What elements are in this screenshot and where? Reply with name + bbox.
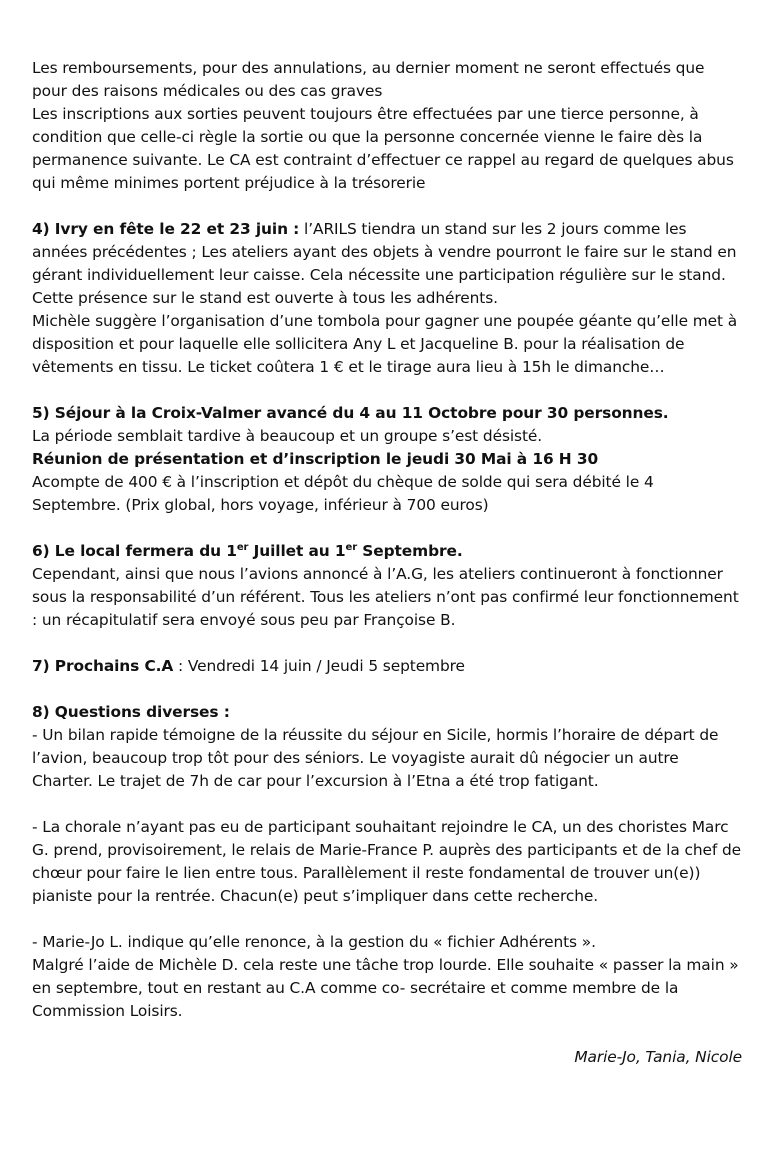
section-4	[32, 218, 744, 287]
section-5-heading	[32, 402, 744, 425]
section-7-heading: 7) Prochains C.A	[32, 657, 174, 675]
section-7-text: : Vendredi 14 juin / Jeudi 5 septembre	[173, 657, 465, 675]
intro-paragraph-registrations: Les inscriptions aux sorties peuvent toujours être effectuées par une tierce personne, à condition que celle-ci règle la sortie ou que la personne concernée vienne le faire dès la permanence suivante. Le CA est contraint d’effectuer ce rappel au regard de quelques abus qui même minimes portent préjudice à la trésorerie	[32, 105, 734, 192]
spacer	[32, 793, 744, 816]
section-8-item-choir: - La chorale n’ayant pas eu de participant souhaitant rejoindre le CA, un des choristes Marc G. prend, provisoirement, le relais de Marie-France P. auprès des participants et de la chef de chœur pour faire le lien entre tous. Parallèlement il reste fondamental de trouver un(e)) pianiste pour la rentrée. Chacun(e) peut s’impliquer dans cette recherche.	[32, 818, 742, 905]
section-5-heading-text: 5) Séjour à la Croix-Valmer avancé du 4 au 11 Octobre pour 30 personnes.	[32, 404, 669, 422]
section-6-sup-a: er	[236, 542, 249, 553]
section-5-text: La période semblait tardive à beaucoup et un groupe s’est désisté.	[32, 427, 543, 445]
spacer	[32, 517, 744, 540]
spacer	[32, 379, 744, 402]
section-6-heading-c: Septembre.	[357, 542, 463, 560]
section-6-text: Cependant, ainsi que nous l’avions annoncé à l’A.G, les ateliers continueront à fonctionner sous la responsabilité d’un référent. Tous les ateliers n’ont pas confirmé leur fonctionnement : un récapitulatif sera envoyé sous peu par Françoise B.	[32, 565, 739, 629]
section-6-heading	[32, 540, 744, 563]
section-6-heading-a: 6) Le local fermera du 1	[32, 542, 237, 560]
section-8-item-sicily: - Un bilan rapide témoigne de la réussite du séjour en Sicile, hormis l’horaire de départ de l’avion, beaucoup trop tôt pour des séniors. Le voyagiste aurait dû négocier un autre Charter. Le trajet de 7h de car pour l’excursion à l’Etna a été trop fatigant.	[32, 726, 719, 790]
document-page	[32, 57, 744, 1069]
section-7	[32, 655, 744, 678]
spacer	[32, 195, 744, 218]
spacer	[32, 908, 744, 931]
section-4-text: l’ARILS tiendra un stand sur les 2 jours comme les années précédentes ; Les ateliers ayant des objets à vendre pourront le faire sur le stand en gérant individuellement leur caisse. Cela nécessite une participation régulière sur le stand.	[32, 220, 737, 284]
spacer	[32, 632, 744, 655]
signature: Marie-Jo, Tania, Nicole	[574, 1048, 742, 1066]
section-8-item-members-file: - Marie-Jo L. indique qu’elle renonce, à la gestion du « fichier Adhérents ».	[32, 933, 596, 951]
intro-paragraph-refunds: Les remboursements, pour des annulations, au dernier moment ne seront effectués que pour des raisons médicales ou des cas graves	[32, 59, 705, 100]
section-8-heading	[32, 701, 744, 724]
section-8-item-members-file-detail: Malgré l’aide de Michèle D. cela reste une tâche trop lourde. Elle souhaite « passer la main » en septembre, tout en restant au C.A comme co- secrétaire et comme membre de la Commission Loisirs.	[32, 956, 739, 1020]
section-4-heading: 4) Ivry en fête le 22 et 23 juin :	[32, 220, 300, 238]
section-5-meeting-text: Réunion de présentation et d’inscription le jeudi 30 Mai à 16 H 30	[32, 450, 599, 468]
spacer	[32, 1023, 744, 1046]
section-4-tombola: Michèle suggère l’organisation d’une tombola pour gagner une poupée géante qu’elle met à disposition et pour laquelle elle sollicitera Any L et Jacqueline B. pour la réalisation de vêtements en tissu. Le ticket coûtera 1 € et le tirage aura lieu à 15h le dimanche…	[32, 312, 738, 376]
section-5-meeting	[32, 448, 744, 471]
section-5-deposit: Acompte de 400 € à l’inscription et dépôt du chèque de solde qui sera débité le 4 Septembre. (Prix global, hors voyage, inférieur à 700 euros)	[32, 473, 654, 514]
section-6-heading-b: Juillet au 1	[248, 542, 346, 560]
section-4-presence: Cette présence sur le stand est ouverte à tous les adhérents.	[32, 289, 498, 307]
spacer	[32, 678, 744, 701]
section-6-sup-b: er	[345, 542, 358, 553]
section-8-heading-text: 8) Questions diverses :	[32, 703, 230, 721]
